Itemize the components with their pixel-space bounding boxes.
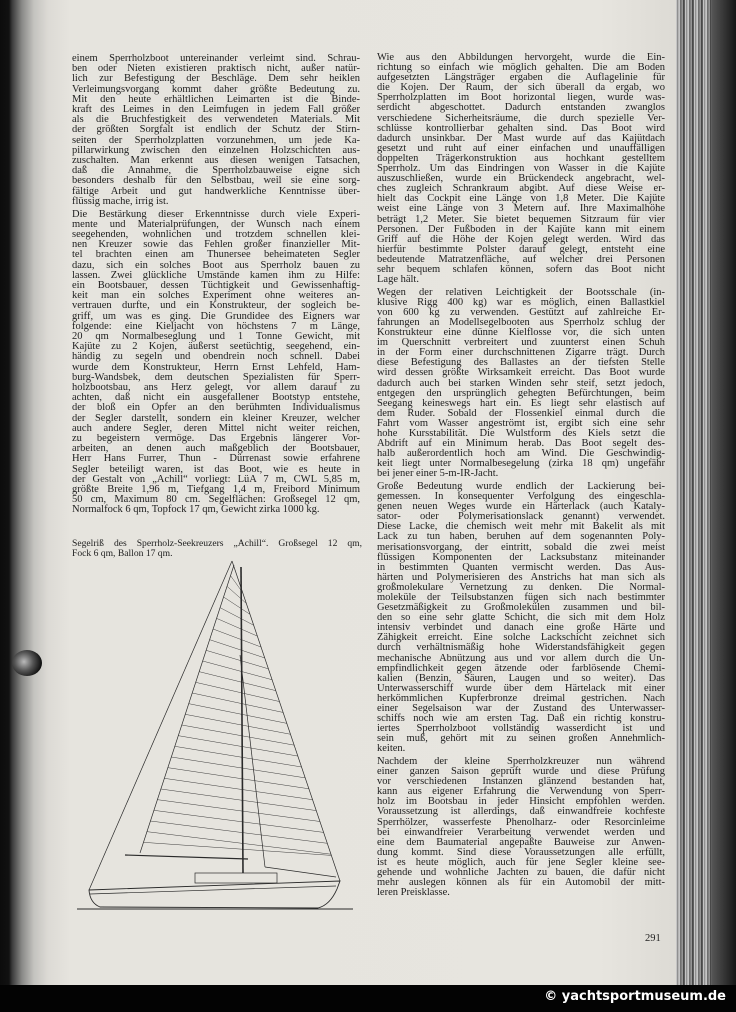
text-line: dadurch auch bei starken Winden sehr steif, setzt jedoch, bbox=[377, 377, 665, 389]
footer-bar bbox=[0, 985, 736, 1012]
text-line: entgegen den ursprünglich gehegten Befürchtungen, beim bbox=[377, 387, 665, 399]
text-line: klusive Rigg 400 kg) war es möglich, einen Ballastkiel bbox=[377, 296, 665, 308]
text-line: Verleimungsvorgang kommt daher größte Bedeutung zu. bbox=[72, 83, 360, 95]
text-line: hierfür bestimmte Polster darauf gelegt, entsteht eine bbox=[377, 243, 665, 255]
text-line: 50 cm, Maximum 80 cm. Segelflächen: Großsegel 12 qm, bbox=[72, 494, 360, 506]
binding-hole-icon bbox=[12, 650, 42, 676]
text-line: dadurch unsinkbar. Der Mast wurde auf das Kajütdach bbox=[377, 132, 665, 144]
text-line: mehr auslegen können als für ein Automobil der mitt- bbox=[377, 877, 665, 889]
backstay bbox=[89, 561, 232, 890]
sail-plan-drawing bbox=[60, 555, 360, 925]
text-line: Herr Hans Furrer, Thun - Dürrenast sowie erfahrene bbox=[72, 453, 360, 465]
text-line: händig zu segeln und obendrein noch schnell. Dabei bbox=[72, 351, 360, 363]
text-line: zuschalten. Man erkennt aus diesen wenigen Tatsachen, bbox=[72, 155, 360, 167]
forestay bbox=[232, 561, 340, 881]
text-line: einem Sperrholzboot untereinander verleimt sind. Schrau- bbox=[72, 53, 360, 64]
text-line: gemessen. In konsequenter Verfolgung des eingeschla- bbox=[377, 491, 665, 503]
text-line: keiten. bbox=[377, 743, 406, 755]
text-line: lich zur Befestigung der Beschläge. Dem sehr heiklen bbox=[72, 73, 360, 85]
text-line: pillarwirkung zwischen den einzelnen Holzschichten aus- bbox=[72, 144, 360, 156]
text-line: Die Bestärkung dieser Erkenntnisse durch viele Experi- bbox=[72, 208, 360, 220]
text-line: gesetzt und ruht auf einer einfachen und unauffälligen bbox=[377, 142, 665, 154]
text-line: Seegang keineswegs hart ein. Es liegt sehr elastisch auf bbox=[377, 397, 665, 409]
sail-seam bbox=[210, 640, 265, 658]
text-line: griff, um was es ging. Die Grundidee des Eigners war bbox=[72, 310, 360, 322]
text-line: im Querschnitt verbreitert und zuunterst einen Schuh bbox=[377, 337, 665, 349]
sail-seam bbox=[182, 725, 294, 745]
text-line: wurde dem Konstrukteur, Herrn Ernst Lehfeld, Ham- bbox=[72, 361, 360, 373]
sail-seam bbox=[157, 800, 320, 822]
text-line: Mit den heute erhältlichen Leimarten ist die Binde- bbox=[72, 93, 360, 105]
text-line: vertrauen durfte, und ein Konstrukteur, der sogleich be- bbox=[72, 300, 360, 312]
hull bbox=[89, 881, 340, 908]
text-line: empfindlichkeit gegen ätzende oder farblösende Chemi- bbox=[377, 662, 665, 674]
text-line: flüssig mache, irrig ist. bbox=[72, 195, 169, 207]
sail-seam bbox=[206, 650, 268, 669]
watermark: © yachtsportmuseum.de bbox=[544, 989, 726, 1004]
text-line: keit liegt unter Normalbesegelung (zirka 18 qm) ungefähr bbox=[377, 458, 665, 470]
text-line: kann aus eigener Erfahrung die Verwendung von Sperr- bbox=[377, 786, 665, 798]
text-line: größte Breite 1,96 m, Tiefgang 1,4 m, Freibord Minimum bbox=[72, 484, 360, 496]
paragraph bbox=[377, 53, 665, 285]
text-line: sein muß, gehört mit zu seinen großen Annehmlich- bbox=[377, 733, 665, 745]
paragraph bbox=[72, 210, 360, 516]
text-line: Wie aus den Abbildungen hervorgeht, wurde die Ein- bbox=[377, 52, 665, 63]
text-line: einer ganzen Saison geprüft wurde und diese Prüfung bbox=[377, 766, 665, 778]
text-line: Unterwasserschiff wurde über dem Härtelack mit einer bbox=[377, 682, 665, 694]
text-line: diese Befestigung des Ballastes an der tiefsten Stelle bbox=[377, 357, 665, 369]
text-line: durch verhältnismäßig hohe Widerstandsfähigkeit gegen bbox=[377, 642, 665, 654]
text-line: dung kommt. Sind diese Voraussetzungen alle erfüllt, bbox=[377, 846, 665, 858]
sail-seam bbox=[203, 661, 272, 680]
sail-seam bbox=[178, 736, 298, 756]
text-line: halb außerordentlich hoch am Wind. Die Geschwindig- bbox=[377, 448, 665, 460]
sail-seam bbox=[150, 821, 327, 843]
text-line: eine dem Baumaterial angepaßte Bauweise zur Anwen- bbox=[377, 836, 665, 848]
text-line: einer Segelsaison war der Zustand des Unterwasser- bbox=[377, 703, 665, 714]
text-line: bei jener einer 5-m-IR-Jacht. bbox=[377, 468, 499, 480]
boom bbox=[125, 855, 248, 859]
text-line: beträgt 1,2 Meter. Sie bietet bequemen Sitzraum für vier bbox=[377, 213, 665, 225]
text-line: Fahrt vom Wasser angeströmt ist, ergibt sich eine sehr bbox=[377, 417, 665, 429]
text-line: iertes Sperrholzboot vollständig wasserdicht ist und bbox=[377, 723, 665, 735]
text-line: tel brachten einen am Thunersee beheimateten Segler bbox=[72, 249, 360, 261]
text-line: von 600 kg zu verwenden. Gestützt auf zahlreiche Er- bbox=[377, 306, 665, 318]
text-line: als die Bruchfestigkeit des verwendeten Materials. Mit bbox=[72, 114, 360, 126]
text-line: fältige Arbeit und gut handwerkliche Kenntnisse über- bbox=[72, 185, 360, 197]
text-line: fahrungen an Modellsegelbooten aus Sperrholz schlug der bbox=[377, 316, 665, 328]
sail-seam bbox=[175, 746, 302, 767]
jib-leech bbox=[240, 655, 265, 867]
text-line: Segler beteiligt waren, ist das Boot, wie es heute in bbox=[72, 463, 360, 475]
text-line: Personen. Der Fußboden in der Kajüte kann mit einem bbox=[377, 223, 665, 235]
text-line: schlüsse kontrollierbar gehalten sind. Das Boot wird bbox=[377, 122, 665, 134]
text-line: der größten Sorgfalt ist endlich der Schutz der Stirn- bbox=[72, 124, 360, 136]
sail-seam bbox=[171, 757, 305, 778]
text-line: hielt das Cockpit eine Länge von 1,8 Meter. Die Kajüte bbox=[377, 193, 665, 205]
sail-seam bbox=[217, 618, 258, 636]
text-line: kalien (Benzin, Säuren, Laugen und so weiter). Das bbox=[377, 672, 665, 684]
caption-line: Fock 6 qm, Ballon 17 qm. bbox=[72, 548, 173, 559]
text-line: Abdrift auf ein Minimum herab. Das Boot segelt des- bbox=[377, 438, 665, 450]
text-line: Wegen der relativen Leichtigkeit der Bootsschale (in- bbox=[377, 286, 665, 298]
text-line: ist es heute möglich, auch für jene Segler kleine see- bbox=[377, 856, 665, 868]
text-line: seiten der Sperrholzplatten vorzunehmen, um jede Ka- bbox=[72, 134, 360, 146]
paragraph bbox=[377, 482, 665, 755]
text-line: der bloß ein Opfer an den berühmten Individualismus bbox=[72, 402, 360, 414]
text-line: der Gestalt von „Achill“ vorliegt: LüA 7 m, CWL 5,85 m, bbox=[72, 473, 360, 485]
text-line: Kajüte zu 2 Kojen, äußerst seetüchtig, seegehend, ein- bbox=[72, 341, 360, 353]
text-line: achten, daß nicht ein ausgefallener Bootstyp entstehe, bbox=[72, 392, 360, 404]
text-line: daß die Annahme, die Sperrholzbauweise eigne sich bbox=[72, 165, 360, 177]
text-line: ben oder Nieten existieren praktisch nicht, außer natür- bbox=[72, 63, 360, 75]
text-line: herkömmlichen Kupferbronze dreimal gestrichen. Nach bbox=[377, 692, 665, 704]
text-line: folgende: eine Kieljacht von höchstens 7 m Länge, bbox=[72, 320, 360, 332]
text-line: zu begeistern vermöge. Das Ergebnis längerer Vor- bbox=[72, 433, 360, 445]
text-line: holzbootsbau, ans Herz gelegt, vor allem darauf zu bbox=[72, 382, 360, 393]
jib-foot bbox=[265, 867, 336, 877]
text-line: der Segler darstellt, sondern ein kleiner Kreuzer, welcher bbox=[72, 412, 360, 424]
text-line: Sperrhölzer, wasserfeste Phenolharz- oder Resorcinleime bbox=[377, 816, 665, 828]
sail-seam bbox=[196, 682, 280, 701]
text-line: doppelten Trägerkonstruktion aus hochkant gestelltem bbox=[377, 152, 665, 164]
text-line: in der Form einer durchschnittenen Zigarre trägt. Durch bbox=[377, 347, 665, 359]
text-line: in bestimmten Quanten vermischt werden. Das Aus- bbox=[377, 561, 665, 573]
paragraph bbox=[377, 288, 665, 480]
text-line: seegehenden, wohnlichen und trotzdem schnellen klei- bbox=[72, 228, 360, 240]
paragraph bbox=[72, 54, 360, 207]
text-line: sator- oder Polymerisationslack genannt) verwendet. bbox=[377, 511, 665, 523]
paragraph bbox=[377, 757, 665, 898]
right-text-column bbox=[377, 53, 665, 901]
text-line: Konstrukteur eine dünne Kielflosse vor, die sich unten bbox=[377, 327, 665, 339]
text-line: genen neuen Weges wurde ein Härterlack (auch Kataly- bbox=[377, 501, 665, 513]
text-line: lassen. Zwei glückliche Umstände kamen ihm zu Hilfe: bbox=[72, 269, 360, 281]
mast bbox=[241, 567, 243, 873]
text-line: dem Ruder. Sobald der Flossenkiel einmal durch die bbox=[377, 407, 665, 419]
sail-seam bbox=[143, 842, 331, 855]
text-line: ches zugleich Schrankraum abgibt. Auf diese Weise er- bbox=[377, 183, 665, 195]
sail-seam bbox=[168, 768, 309, 789]
sail-seams bbox=[143, 576, 331, 856]
text-line: intensiv verbindet und danach eine große Härte und bbox=[377, 622, 665, 634]
book-edge-shadow bbox=[712, 0, 736, 985]
text-line: flüssigen Komponenten der Lacksubstanz miteinander bbox=[377, 551, 665, 563]
text-line: Lage hält. bbox=[377, 274, 419, 286]
text-line: verschiedene Sicherheitsräume, die durch spezielle Ver- bbox=[377, 112, 665, 124]
sail-seam bbox=[189, 704, 287, 724]
text-line: die Kojen. Der Raum, der sich überall da ergab, wo bbox=[377, 82, 665, 94]
text-line: Lack zu tun haben, beruhen auf dem sogenannten Poly- bbox=[377, 531, 665, 543]
sail-seam bbox=[185, 714, 290, 734]
text-line: wird dessen größte Wirksamkeit erreicht. Das Boot wurde bbox=[377, 367, 665, 379]
text-line: nen Kreuzer sowie das Fehlen großer finanzieller Mit- bbox=[72, 239, 360, 251]
left-text-column bbox=[72, 54, 360, 518]
text-line: schiffs noch wie am ersten Tag. Daß ein richtig konstru- bbox=[377, 713, 665, 725]
text-line: bei einwandfreier Verarbeitung verwendet werden und bbox=[377, 826, 665, 838]
sheer-line bbox=[90, 886, 336, 894]
text-line: dazu, sich ein solches Boot aus Sperrholz bauen zu bbox=[72, 259, 360, 271]
text-line: serdicht abgeschottet. Dadurch entstanden zwanglos bbox=[377, 102, 665, 114]
text-line: mechanische Abnützung aus und vor allem durch die Un- bbox=[377, 652, 665, 664]
text-line: merisationsvorgang, der eintritt, sobald die zwei meist bbox=[377, 541, 665, 553]
sail-seam bbox=[164, 778, 312, 799]
text-line: Diese Lacke, die chemisch weit mehr mit Bakelit als mit bbox=[377, 521, 665, 533]
page-number: 291 bbox=[645, 933, 661, 944]
text-line: Sperrholz. Um das Eindringen von Wasser in die Kajüte bbox=[377, 163, 665, 175]
text-line: 20 qm Normalbeseglung und 1 Tonne Gewicht, mit bbox=[72, 330, 360, 342]
text-line: Voraussetzung ist allerdings, daß einwandfreie kochfeste bbox=[377, 806, 665, 818]
text-line: auch andere Segler, deren Mittel nicht weiter reichen, bbox=[72, 422, 360, 434]
text-line: arbeiten, an denen auch maßgeblich der Bootsbauer, bbox=[72, 443, 360, 455]
text-line: großmolekulare Vernetzung zu denken. Die Normal- bbox=[377, 581, 665, 593]
text-line: Zähigkeit erreicht. Eine solche Lackschicht zeichnet sich bbox=[377, 632, 665, 644]
text-line: Sperrholzplatten im Boot horizontal liegen, wurde was- bbox=[377, 92, 665, 104]
text-line: Nachdem der kleine Sperrholzkreuzer nun während bbox=[377, 755, 665, 767]
sail-seam bbox=[161, 789, 316, 811]
text-line: ein Bootsbauer, dessen Tüchtigkeit und Gewissenhaftig- bbox=[72, 279, 360, 291]
sail-seam bbox=[199, 672, 276, 691]
text-line: weist eine Länge von 3 Metern auf. Ihre Maximalhöhe bbox=[377, 203, 665, 215]
mainsail-leech bbox=[140, 565, 234, 853]
text-line: Normalfock 6 qm, Topfock 17 qm, Gewicht zirka 1000 kg. bbox=[72, 504, 320, 516]
text-line: holz im Bootsbau in jeder Hinsicht empfohlen werden. bbox=[377, 796, 665, 808]
sail-seam bbox=[192, 693, 283, 712]
text-line: mente und Materialprüfungen, der Wunsch nach einem bbox=[72, 218, 360, 230]
text-line: richtung so einfach wie möglich gehalten. Die am Boden bbox=[377, 62, 665, 74]
text-line: Gesetzmäßigkeit zu Großmolekülen zusammen und bil- bbox=[377, 602, 665, 614]
text-line: sehr bequem schlafen können, sofern das Boot nicht bbox=[377, 263, 665, 275]
text-line: leren Preisklasse. bbox=[377, 887, 450, 899]
text-line: härten und Polymerisieren des Anstrichs hat man sich als bbox=[377, 571, 665, 583]
text-line: moleküle der Teilsubstanzen fügen sich nach bestimmter bbox=[377, 591, 665, 603]
text-line: bedeutende Matratzenfläche, auf welcher drei Personen bbox=[377, 253, 665, 265]
sail-seam bbox=[154, 810, 324, 832]
sail-seam bbox=[213, 629, 261, 647]
text-line: Große Bedeutung wurde endlich der Lackierung bei- bbox=[377, 480, 665, 492]
text-line: Griff auf die Höhe der Kojen gelegt werden. Wird das bbox=[377, 233, 665, 245]
text-line: auszuschließen, wurde ein Brückendeck angebracht, wel- bbox=[377, 173, 665, 185]
caption-line: Segelriß des Sperrholz-Seekreuzers „Achill“. Großsegel 12 qm, bbox=[72, 538, 362, 549]
text-line: vor verschiedenen Instanzen glänzend bestanden hat, bbox=[377, 776, 665, 788]
text-line: hohe Kursstabilität. Die Wulstform des Kiels setzt die bbox=[377, 427, 665, 439]
cabin bbox=[195, 873, 277, 883]
text-line: gehende und wohnliche Jachten zu bauen, die dafür nicht bbox=[377, 867, 665, 878]
text-line: keit man ein solches Experiment ohne weiteres an- bbox=[72, 290, 360, 302]
text-line: aufgesetzten Längsträger ergaben die Auflagelinie für bbox=[377, 72, 665, 84]
text-line: den so eine sehr glatte Schicht, die sich mit dem Holz bbox=[377, 612, 665, 624]
text-line: burg-Wandsbek, dem deutschen Spezialisten für Sperr- bbox=[72, 371, 360, 383]
text-line: besonders deshalb für den Selbstbau, weil sie eine sorg- bbox=[72, 175, 360, 187]
text-line: kraft des Leimes in den Leimfugen in jedem Fall größer bbox=[72, 104, 360, 116]
sail-seam bbox=[147, 832, 331, 855]
